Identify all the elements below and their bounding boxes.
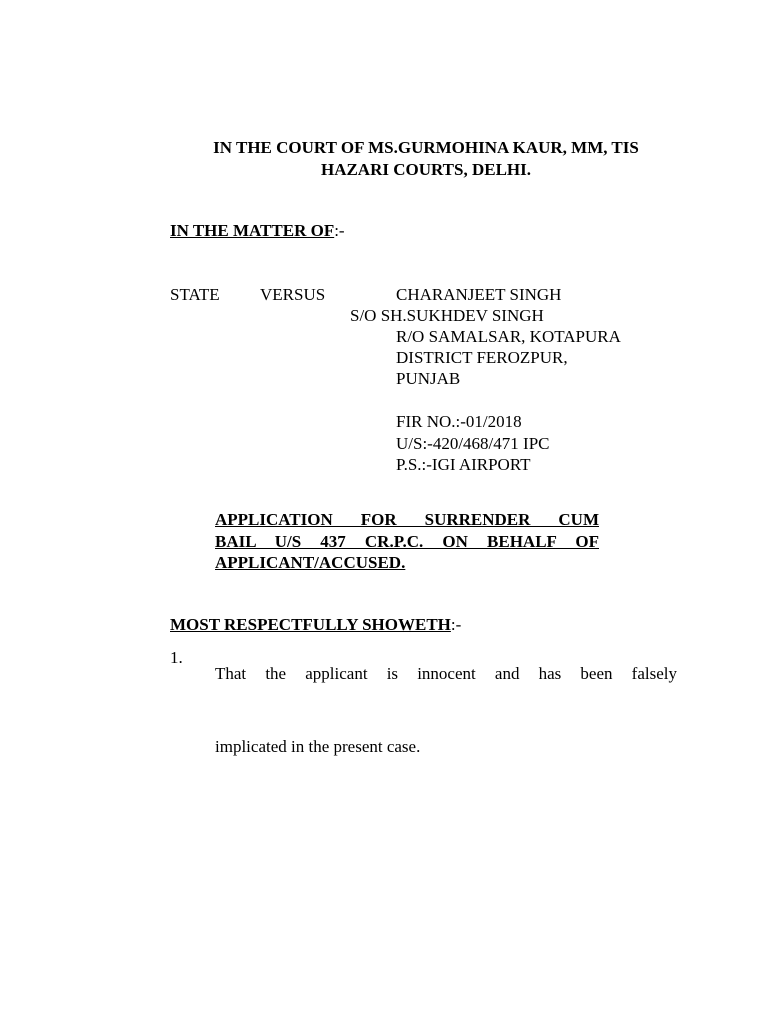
court-title-line-2: HAZARI COURTS, DELHI.: [320, 160, 532, 179]
accused-relation: S/O SH.SUKHDEV SINGH: [350, 306, 544, 325]
showeth-heading-text: MOST RESPECTFULLY SHOWETH: [170, 615, 451, 634]
subject-line-3: APPLICANT/ACCUSED.: [215, 553, 406, 572]
complainant: STATE: [170, 285, 220, 304]
accused-address-2: DISTRICT FEROZPUR,: [396, 348, 568, 367]
matter-heading-suffix: :-: [334, 221, 345, 240]
showeth-heading-suffix: :-: [450, 615, 462, 634]
subject-line-1: APPLICATION FOR SURRENDER CUM: [215, 510, 599, 529]
showeth-heading: [170, 615, 461, 635]
matter-heading-text: IN THE MATTER OF: [170, 221, 335, 240]
accused-address-3: PUNJAB: [396, 369, 461, 388]
subject-line-2: BAIL U/S 437 CR.P.C. ON BEHALF OF: [215, 532, 599, 551]
paragraph-line-1: That the applicant is innocent and has been falsely: [215, 664, 677, 683]
fir-number: FIR NO.:-01/2018: [396, 412, 522, 431]
paragraph-line-2: implicated in the present case.: [215, 737, 421, 756]
police-station: P.S.:-IGI AIRPORT: [396, 455, 531, 474]
versus-label: VERSUS: [260, 285, 326, 304]
accused-name: CHARANJEET SINGH: [396, 285, 562, 304]
court-title-line-1: IN THE COURT OF MS.GURMOHINA KAUR, MM, TIS: [213, 138, 639, 157]
sections: U/S:-420/468/471 IPC: [396, 434, 550, 453]
accused-address-1: R/O SAMALSAR, KOTAPURA: [396, 327, 621, 346]
matter-heading: [170, 221, 345, 241]
paragraph-number: 1.: [170, 648, 183, 667]
